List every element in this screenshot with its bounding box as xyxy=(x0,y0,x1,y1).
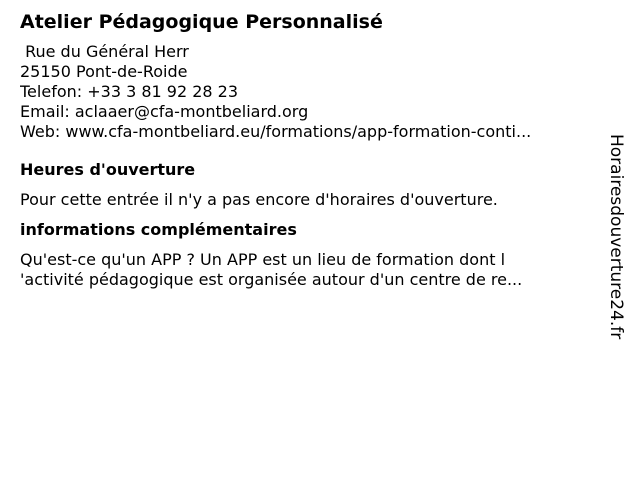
contact-block xyxy=(20,42,600,142)
listing-title: Atelier Pédagogique Personnalisé xyxy=(20,11,383,33)
additional-info-heading: informations complémentaires xyxy=(20,220,297,239)
site-watermark: Horairesdouverture24.fr xyxy=(606,134,626,340)
address-street: Rue du Général Herr xyxy=(20,42,189,61)
listing-card xyxy=(20,10,600,290)
phone-line: Telefon: +33 3 81 92 28 23 xyxy=(20,82,239,101)
additional-info-text xyxy=(20,250,600,290)
email-line: Email: aclaaer@cfa-montbeliard.org xyxy=(20,102,309,121)
opening-hours-heading: Heures d'ouverture xyxy=(20,160,196,179)
address-city: 25150 Pont-de-Roide xyxy=(20,62,188,81)
additional-info-line-1: Qu'est-ce qu'un APP ? Un APP est un lieu de formation dont l xyxy=(20,250,506,269)
additional-info-line-2: 'activité pédagogique est organisée autour d'un centre de re... xyxy=(20,270,523,289)
web-line: Web: www.cfa-montbeliard.eu/formations/app-formation-conti... xyxy=(20,122,532,141)
opening-hours-text: Pour cette entrée il n'y a pas encore d'horaires d'ouverture. xyxy=(20,190,498,209)
